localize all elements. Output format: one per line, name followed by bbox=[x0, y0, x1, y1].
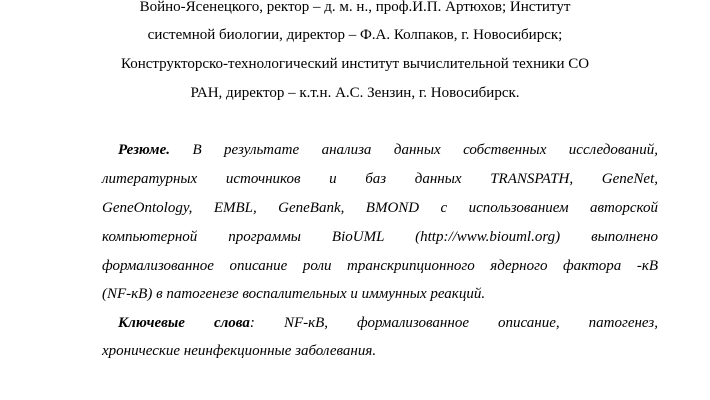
affiliation-line-3: Конструкторско-технологический институт вычислительной техники СО bbox=[120, 56, 590, 72]
abstract-line-6: (NF-кВ) в патогенезе воспалительных и иммунных реакций. bbox=[102, 286, 486, 302]
abstract-line-3: GeneOntology, EMBL, GeneBank, BMOND с использованием авторской bbox=[102, 200, 658, 216]
abstract-line-1 bbox=[118, 136, 658, 165]
affiliation-line-4: РАН, директор – к.т.н. А.С. Зензин, г. Новосибирск. bbox=[190, 85, 520, 101]
affiliation-line-2: системной биологии, директор – Ф.А. Колпаков, г. Новосибирск; bbox=[147, 27, 563, 43]
abstract-line-4: компьютерной программы BioUML (http://www.biouml.org) выполнено bbox=[102, 229, 658, 245]
keywords-separator: : bbox=[249, 315, 255, 331]
affiliation-line-1: Войно-Ясенецкого, ректор – д. м. н., проф.И.П. Артюхов; Институт bbox=[139, 0, 571, 15]
keywords-text-1: NF-кВ, формализованное описание, патогенез, bbox=[283, 315, 658, 331]
abstract-text-1: В результате анализа данных собственных исследований, bbox=[192, 142, 659, 158]
keywords-label: Ключевые слова bbox=[118, 315, 250, 331]
abstract-label: Резюме. bbox=[118, 142, 170, 158]
keywords-line-2: хронические неинфекционные заболевания. bbox=[102, 343, 377, 359]
abstract-line-5: формализованное описание роли транскрипционного ядерного фактора -кВ bbox=[102, 258, 658, 274]
abstract-line-2: литературных источников и баз данных TRANSPATH, GeneNet, bbox=[102, 171, 658, 187]
keywords-line-1 bbox=[118, 309, 658, 338]
